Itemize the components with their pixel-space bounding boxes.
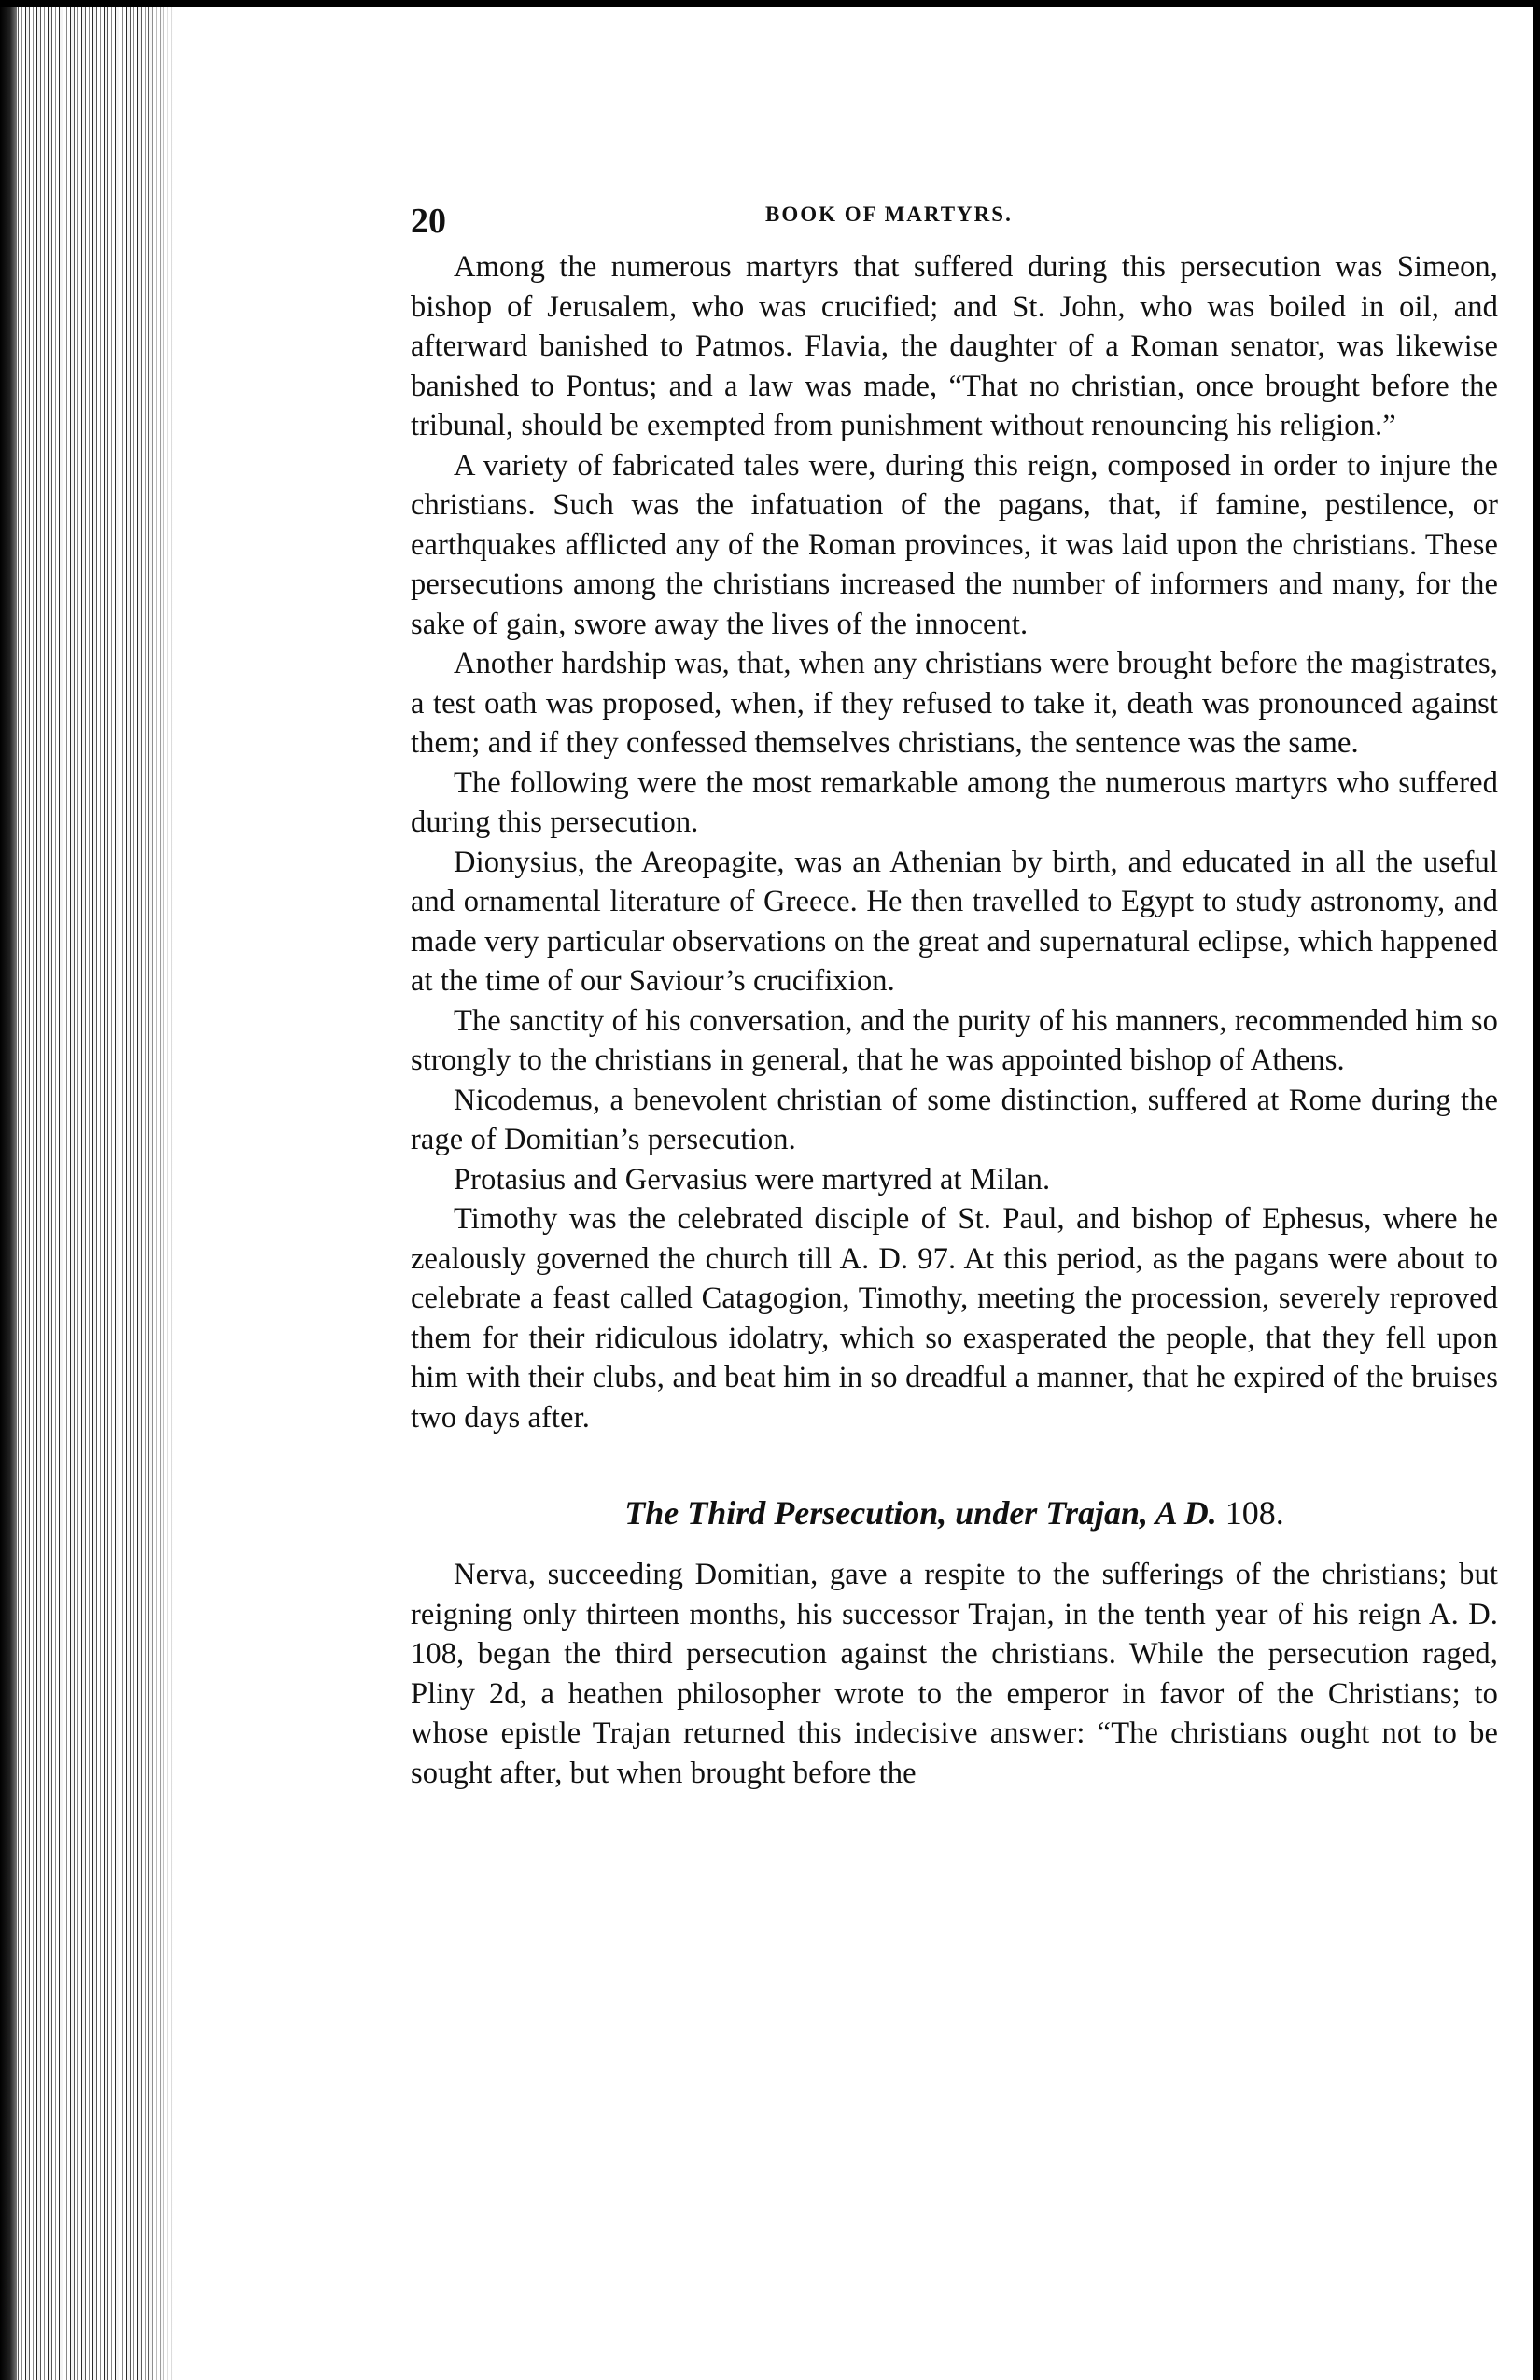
section-heading [411,1493,1498,1533]
book-title: BOOK OF MARTYRS. [765,203,1013,226]
section-heading-title: The Third Persecution, under Trajan, A D. [624,1494,1217,1532]
running-head [411,191,1498,247]
book-page [411,191,1498,1793]
paragraph: Among the numerous martyrs that suffered during this persecution was Simeon, bishop of Jerusalem, who was crucified; and St. John, who was boiled in oil, and afterward banished to Patmos. Flavia, the daughter of a Roman senator, was likewise banished to Pontus; and a law was made, “That no christian, once brought before the tribunal, should be exempted from punishment without renouncing his religion.” [411,250,1498,442]
paragraph: Nicodemus, a benevolent christian of some distinction, suffered at Rome during the rage of Domitian’s persecution. [411,1083,1498,1156]
scan-top-border [0,0,1540,7]
paragraph: Timothy was the celebrated disciple of St. Paul, and bishop of Ephesus, where he zealously governed the church till A. D. 97. At this period, as the pagans were about to celebrate a feast called Catagogion, Timothy, meeting the procession, severely reproved them for their ridiculous idolatry, which so exasperated the people, that they fell upon him with their clubs, and beat him in so dreadful a manner, that he expired of the bruises two days after. [411,1202,1498,1435]
paragraph: The sanctity of his conversation, and the purity of his manners, recommended him so strongly to the christians in general, that he was appointed bishop of Athens. [411,1003,1498,1077]
paragraph: The following were the most remarkable among the numerous martyrs who suffered during this persecution. [411,765,1498,839]
paragraph: A variety of fabricated tales were, during this reign, composed in order to injure the christians. Such was the infatuation of the pagans, that, if famine, pestilence, or earthquakes afflicted any of the Roman provinces, it was laid upon the christians. These persecutions among the christians increased the number of informers and many, for the sake of gain, swore away the lives of the innocent. [411,448,1498,641]
page-number: 20 [411,202,446,241]
gutter-shadow [140,0,177,2380]
scan-right-border [1533,0,1540,2380]
body-text-top [411,247,1498,1437]
paragraph: Dionysius, the Areopagite, was an Athenian by birth, and educated in all the useful and ornamental literature of Greece. He then travelled to Egypt to study astronomy, and made very particular observations on the great and supernatural eclipse, which happened at the time of our Saviour’s crucifixion. [411,845,1498,998]
paragraph: Protasius and Gervasius were martyred at Milan. [454,1162,1051,1197]
body-text-bottom [411,1555,1498,1793]
book-binding-edge [0,0,17,2380]
section-heading-year: 108. [1225,1494,1284,1532]
paragraph: Another hardship was, that, when any christians were brought before the magistrates, a test oath was proposed, when, if they refused to take it, death was pronounced against them; and if they confessed themselves christians, the sentence was the same. [411,647,1498,760]
paragraph: Nerva, succeeding Domitian, gave a respite to the sufferings of the christians; but reigning only thirteen months, his successor Trajan, in the tenth year of his reign A. D. 108, began the third persecution against the christians. While the persecution raged, Pliny 2d, a heathen philosopher wrote to the emperor in favor of the Christians; to whose epistle Trajan returned this indecisive answer: “The christians ought not to be sought after, but when brought before the [411,1558,1498,1790]
